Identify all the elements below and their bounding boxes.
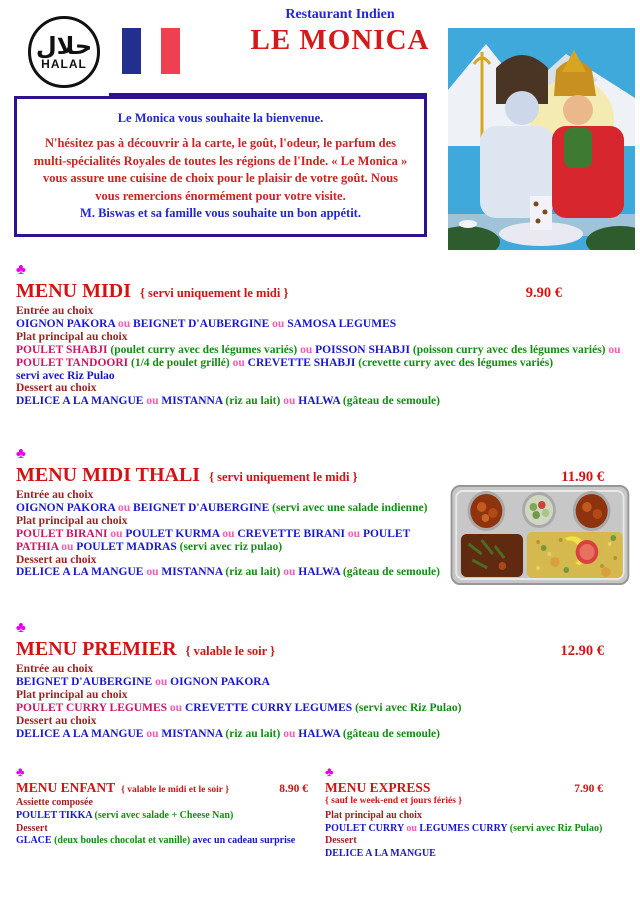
french-flag-icon [122,28,180,74]
header-title-block [196,6,484,56]
menu-title: MENU ENFANT [16,780,116,795]
menu-title: MENU MIDI [16,280,131,302]
course-label: Plat principal au choix [16,330,128,343]
welcome-signature: M. Biswas et sa famille vous souhaite un bon appétit. [80,206,361,220]
menu-midi-heading [16,280,604,303]
menu-premier-heading [16,638,604,661]
menu-line: POULET SHABJI (poulet curry avec des légumes variés) ou POISSON SHABJI (poisson curry avec des légumes variés) ou [16,343,621,356]
menu-line: POULET TANDOORI (1/4 de poulet grillé) ou CREVETTE SHABJI (crevette curry avec des légumes variés) [16,356,554,369]
menu-line: POULET CURRY LEGUMES ou CREVETTE CURRY LEGUMES (servi avec Riz Pulao) [16,701,462,714]
restaurant-title: LE MONICA [250,24,430,56]
menu-title: MENU PREMIER [16,638,177,660]
menu-enfant-heading [16,780,308,795]
course-label: Entrée au choix [16,663,94,675]
menu-line: DELICE A LA MANGUE [325,848,436,860]
menu-price: 7.90 € [574,783,603,795]
course-label: Plat principal au choix [16,688,128,701]
menu-price: 12.90 € [560,643,604,659]
clover-icon: ♣ [16,764,25,779]
menu-note: { sauf le week-end et jours fériés } [325,796,463,806]
course-label: Assiette composée [16,797,93,808]
course-label: Plat principal au choix [325,809,422,821]
halal-arabic-text: حلال [35,31,93,60]
course-label: Dessert [16,822,48,834]
halal-label: HALAL [41,56,87,71]
clover-icon: ♣ [325,764,334,779]
deity-image [448,28,635,250]
menu-line: DELICE A LA MANGUE ou MISTANNA (riz au lait) ou HALWA (gâteau de semoule) [16,395,440,408]
menu-price: 9.90 € [525,285,562,301]
welcome-greeting: Le Monica vous souhaite la bienvenue. [117,111,324,125]
menu-line: POULET TIKKA (servi avec salade + Cheese Nan) [16,809,234,821]
menu-premier-section [16,621,604,740]
course-label: Plat principal au choix [16,514,128,527]
clover-icon: ♣ [16,620,26,636]
menu-line: DELICE A LA MANGUE ou MISTANNA (riz au lait) ou HALWA (gâteau de semoule) [16,727,440,740]
menu-midi-section [16,262,621,408]
menu-note: { servi uniquement le midi } [140,286,289,300]
menu-note: { valable le midi et le soir } [121,785,229,795]
menu-price: 8.90 € [279,783,308,795]
course-label: Dessert au choix [16,714,97,727]
menu-line: DELICE A LA MANGUE ou MISTANNA (riz au lait) ou HALWA (gâteau de semoule) [16,566,440,579]
clover-icon: ♣ [16,446,26,462]
menu-line: POULET CURRY ou LEGUMES CURRY (servi avec Riz Pulao) [325,822,603,834]
menu-express-section [325,765,603,861]
course-label: Dessert [325,835,357,847]
halal-logo [28,16,100,88]
flag-red-band [161,28,180,74]
menu-line: OIGNON PAKORA ou BEIGNET D'AUBERGINE ou SAMOSA LEGUMES [16,317,397,330]
menu-line: BEIGNET D'AUBERGINE ou OIGNON PAKORA [16,675,270,688]
menu-price: 11.90 € [561,469,604,485]
menu-line: servi avec Riz Pulao [16,369,115,382]
menu-note: { valable le soir } [185,644,276,658]
course-label: Dessert au choix [16,382,97,395]
welcome-message: N'hésitez pas à découvrir à la carte, le goût, l'odeur, le parfum des multi-spécialités Royales de toutes les régions de l'Inde. « Le Monica » vous assure une cuisine de choix pour le plaisir de votre goût. Nous vous remercions énormément pour votre visite. [33,136,408,203]
menu-line: GLACE (deux boules chocolat et vanille) avec un cadeau surprise [16,835,296,847]
menu-line: POULET BIRANI ou POULET KURMA ou CREVETTE BIRANI ou POULET [16,527,411,540]
thali-plate-photo [444,482,634,590]
menu-line: PATHIA ou POULET MADRAS (servi avec riz pulao) [16,540,283,553]
course-label: Entrée au choix [16,305,94,317]
clover-icon: ♣ [16,262,26,278]
welcome-box [14,96,427,237]
course-label: Dessert au choix [16,553,97,566]
course-label: Entrée au choix [16,489,94,501]
restaurant-subtitle: Restaurant Indien [285,7,395,22]
flag-blue-band [122,28,141,74]
menu-title: MENU EXPRESS [325,780,431,795]
menu-express-heading [325,780,603,795]
menu-note: { servi uniquement le midi } [209,470,358,484]
menu-title: MENU MIDI THALI [16,464,201,486]
menu-enfant-section [16,765,308,848]
menu-line: OIGNON PAKORA ou BEIGNET D'AUBERGINE (servi avec une salade indienne) [16,501,428,514]
